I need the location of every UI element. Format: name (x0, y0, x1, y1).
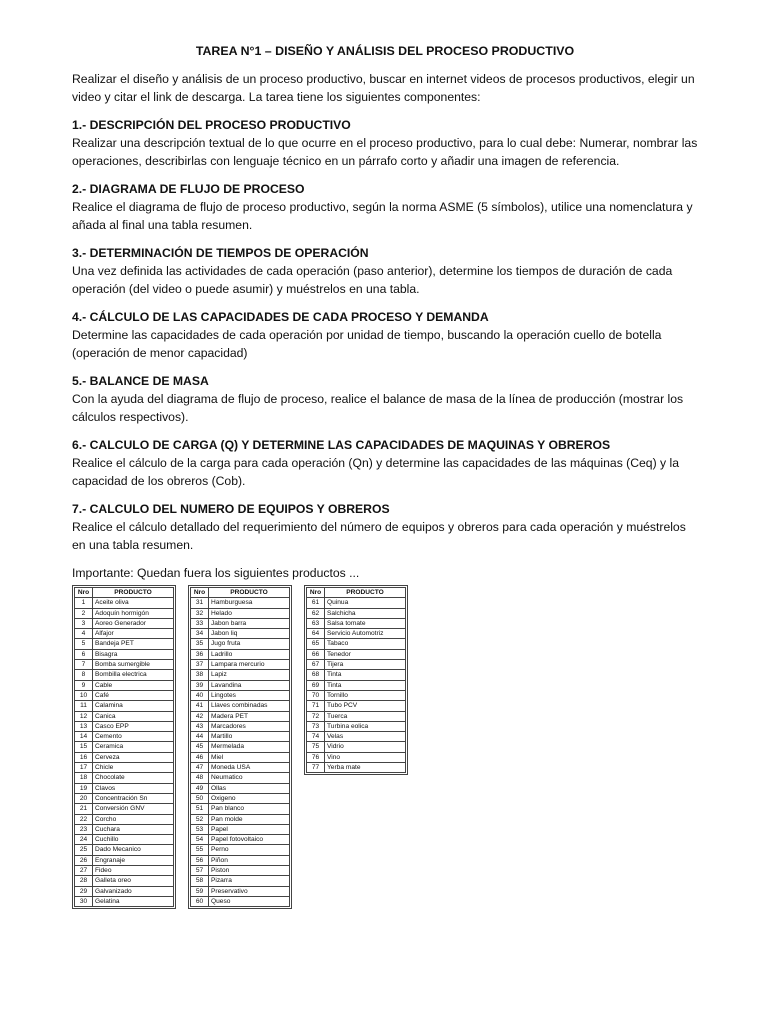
product-name: Engranaje (93, 855, 174, 865)
product-number: 58 (191, 876, 209, 886)
table-row (307, 598, 406, 608)
table-row (191, 608, 290, 618)
table-row (191, 649, 290, 659)
section-heading: 5.- BALANCE DE MASA (72, 374, 209, 388)
product-name: Lavandina (209, 680, 290, 690)
product-number: 60 (191, 896, 209, 906)
table-row (307, 742, 406, 752)
product-number: 48 (191, 773, 209, 783)
product-name: Turbina eolica (325, 721, 406, 731)
product-name: Jabon barra (209, 618, 290, 628)
product-name: Ladrillo (209, 649, 290, 659)
product-number: 32 (191, 608, 209, 618)
table-row (307, 752, 406, 762)
section-heading: 2.- DIAGRAMA DE FLUJO DE PROCESO (72, 182, 305, 196)
table-row (75, 711, 174, 721)
table-row (191, 876, 290, 886)
product-number: 75 (307, 742, 325, 752)
table-row (191, 742, 290, 752)
product-name: Tenedor (325, 649, 406, 659)
table-row (191, 835, 290, 845)
table-row (75, 773, 174, 783)
product-number: 71 (307, 701, 325, 711)
product-name: Tuerca (325, 711, 406, 721)
product-number: 27 (75, 866, 93, 876)
product-name: Tinta (325, 680, 406, 690)
product-name: Llaves combinadas (209, 701, 290, 711)
product-name: Lingotes (209, 690, 290, 700)
product-name: Papel (209, 824, 290, 834)
product-number: 16 (75, 752, 93, 762)
section-body: Con la ayuda del diagrama de flujo de proceso, realice el balance de masa de la línea de producción (mostrar los cálculos respectivos). (72, 392, 684, 424)
section-2 (72, 180, 698, 234)
product-number: 21 (75, 804, 93, 814)
product-name: Dado Mecanico (93, 845, 174, 855)
product-number: 68 (307, 670, 325, 680)
table-row (307, 721, 406, 731)
product-number: 36 (191, 649, 209, 659)
product-number: 72 (307, 711, 325, 721)
product-name: Neumatico (209, 773, 290, 783)
section-body: Realizar una descripción textual de lo que ocurre en el proceso productivo, para lo cual debe: Numerar, nombrar las operaciones, describirlas con lenguaje técnico en un párrafo corto y añadir una imagen de referencia. (72, 136, 698, 168)
table-row (191, 732, 290, 742)
table-row (307, 690, 406, 700)
table-row (75, 824, 174, 834)
table-row (191, 886, 290, 896)
table-row (307, 680, 406, 690)
product-number: 70 (307, 690, 325, 700)
table-row (307, 660, 406, 670)
product-name: Oxigeno (209, 793, 290, 803)
section-body: Realice el cálculo de la carga para cada operación (Qn) y determine las capacidades de las máquinas (Ceq) y la capacidad de los obreros (Cob). (72, 456, 679, 488)
product-number: 2 (75, 608, 93, 618)
product-number: 62 (307, 608, 325, 618)
table-row (191, 773, 290, 783)
section-1 (72, 116, 698, 170)
product-number: 11 (75, 701, 93, 711)
product-number: 76 (307, 752, 325, 762)
product-name: Lampara mercurio (209, 660, 290, 670)
product-name: Corcho (93, 814, 174, 824)
table-row (75, 886, 174, 896)
table-row (75, 639, 174, 649)
section-3 (72, 244, 698, 298)
table-row (191, 598, 290, 608)
product-name: Servicio Automotriz (325, 629, 406, 639)
product-name: Miel (209, 752, 290, 762)
table-row (75, 732, 174, 742)
product-number: 34 (191, 629, 209, 639)
table-row (75, 598, 174, 608)
product-number: 49 (191, 783, 209, 793)
product-name: Aoreo Generador (93, 618, 174, 628)
section-heading: 1.- DESCRIPCIÓN DEL PROCESO PRODUCTIVO (72, 118, 351, 132)
table-row (307, 670, 406, 680)
product-name: Chicle (93, 763, 174, 773)
table-row (307, 701, 406, 711)
product-name: Marcadores (209, 721, 290, 731)
product-name: Concentración Sn (93, 793, 174, 803)
table-row (75, 845, 174, 855)
product-name: Casco EPP (93, 721, 174, 731)
product-name: Martillo (209, 732, 290, 742)
product-number: 47 (191, 763, 209, 773)
product-number: 17 (75, 763, 93, 773)
table-row (75, 721, 174, 731)
section-heading: 7.- CALCULO DEL NUMERO DE EQUIPOS Y OBREROS (72, 502, 390, 516)
product-number: 28 (75, 876, 93, 886)
product-name: Salchicha (325, 608, 406, 618)
table-row (191, 855, 290, 865)
table-row (191, 783, 290, 793)
product-name: Papel fotovoltaico (209, 835, 290, 845)
product-name: Aceite oliva (93, 598, 174, 608)
table-row (307, 732, 406, 742)
product-name: Conversión GNV (93, 804, 174, 814)
table-row (75, 804, 174, 814)
product-number: 45 (191, 742, 209, 752)
product-name: Velas (325, 732, 406, 742)
product-number: 35 (191, 639, 209, 649)
product-number: 53 (191, 824, 209, 834)
product-number: 33 (191, 618, 209, 628)
product-table-1 (72, 585, 176, 909)
product-number: 59 (191, 886, 209, 896)
product-number: 46 (191, 752, 209, 762)
product-name: Piñon (209, 855, 290, 865)
table-row (75, 814, 174, 824)
product-number: 40 (191, 690, 209, 700)
product-number: 41 (191, 701, 209, 711)
table-row (191, 845, 290, 855)
product-number: 64 (307, 629, 325, 639)
table-row (307, 711, 406, 721)
product-name: Bombilla electrica (93, 670, 174, 680)
product-table-2 (188, 585, 292, 909)
section-heading: 4.- CÁLCULO DE LAS CAPACIDADES DE CADA PROCESO Y DEMANDA (72, 310, 489, 324)
table-row (75, 866, 174, 876)
product-name: Adoquín hormigón (93, 608, 174, 618)
product-number: 39 (191, 680, 209, 690)
product-number: 31 (191, 598, 209, 608)
table-row (75, 896, 174, 906)
product-number: 3 (75, 618, 93, 628)
section-6 (72, 436, 698, 490)
table-row (307, 639, 406, 649)
table-row (191, 701, 290, 711)
nro-header: Nro (75, 588, 93, 598)
nro-header: Nro (307, 588, 325, 598)
product-number: 51 (191, 804, 209, 814)
table-row (75, 855, 174, 865)
table-row (191, 618, 290, 628)
product-number: 52 (191, 814, 209, 824)
table-row (75, 690, 174, 700)
product-name: Cerveza (93, 752, 174, 762)
product-number: 20 (75, 793, 93, 803)
product-number: 42 (191, 711, 209, 721)
product-name: Bisagra (93, 649, 174, 659)
product-number: 26 (75, 855, 93, 865)
table-row (307, 649, 406, 659)
product-number: 23 (75, 824, 93, 834)
product-name: Galvanizado (93, 886, 174, 896)
document-title: TAREA N°1 – DISEÑO Y ANÁLISIS DEL PROCESO PRODUCTIVO (195, 44, 575, 58)
product-number: 4 (75, 629, 93, 639)
section-body: Realice el diagrama de flujo de proceso productivo, según la norma ASME (5 símbolos), utilice una nomenclatura y añada al final una tabla resumen. (72, 200, 693, 232)
table-row (75, 660, 174, 670)
table-row (191, 711, 290, 721)
table-row (75, 670, 174, 680)
table-row (75, 608, 174, 618)
product-name: Fideo (93, 866, 174, 876)
product-number: 29 (75, 886, 93, 896)
product-number: 19 (75, 783, 93, 793)
product-number: 13 (75, 721, 93, 731)
table-row (191, 763, 290, 773)
product-number: 66 (307, 649, 325, 659)
product-number: 74 (307, 732, 325, 742)
product-number: 30 (75, 896, 93, 906)
product-name: Bomba sumergible (93, 660, 174, 670)
table-row (75, 742, 174, 752)
product-name: Canica (93, 711, 174, 721)
product-number: 50 (191, 793, 209, 803)
producto-header: PRODUCTO (209, 588, 290, 598)
product-number: 55 (191, 845, 209, 855)
product-name: Queso (209, 896, 290, 906)
product-table-3 (304, 585, 408, 775)
product-name: Helado (209, 608, 290, 618)
product-number: 43 (191, 721, 209, 731)
table-row (75, 835, 174, 845)
producto-header: PRODUCTO (325, 588, 406, 598)
product-name: Cemento (93, 732, 174, 742)
product-name: Tabaco (325, 639, 406, 649)
product-number: 65 (307, 639, 325, 649)
product-name: Quinua (325, 598, 406, 608)
table-row (307, 629, 406, 639)
product-name: Calamina (93, 701, 174, 711)
table-row (75, 763, 174, 773)
product-name: Tinta (325, 670, 406, 680)
product-number: 56 (191, 855, 209, 865)
table-row (75, 701, 174, 711)
product-number: 15 (75, 742, 93, 752)
table-row (75, 752, 174, 762)
section-5 (72, 372, 698, 426)
product-name: Hamburguesa (209, 598, 290, 608)
product-name: Moneda USA (209, 763, 290, 773)
product-number: 5 (75, 639, 93, 649)
product-number: 22 (75, 814, 93, 824)
product-number: 1 (75, 598, 93, 608)
product-name: Yerba mate (325, 763, 406, 773)
section-4 (72, 308, 698, 362)
product-name: Pan molde (209, 814, 290, 824)
product-number: 25 (75, 845, 93, 855)
product-name: Gelatina (93, 896, 174, 906)
product-name: Ceramica (93, 742, 174, 752)
table-row (307, 608, 406, 618)
product-name: Cuchillo (93, 835, 174, 845)
table-row (191, 793, 290, 803)
product-name: Galleta oreo (93, 876, 174, 886)
table-row (307, 618, 406, 628)
product-name: Pan blanco (209, 804, 290, 814)
product-number: 69 (307, 680, 325, 690)
intro-paragraph: Realizar el diseño y análisis de un proceso productivo, buscar en internet videos de procesos productivos, elegir un video y citar el link de descarga. La tarea tiene los siguientes componentes: (72, 72, 695, 104)
product-name: Salsa tomate (325, 618, 406, 628)
product-number: 24 (75, 835, 93, 845)
section-body: Determine las capacidades de cada operación por unidad de tiempo, buscando la operación cuello de botella (operación de menor capacidad) (72, 328, 662, 360)
table-row (191, 690, 290, 700)
sections-list (72, 116, 698, 554)
document-page (72, 44, 698, 909)
table-row (191, 824, 290, 834)
product-number: 54 (191, 835, 209, 845)
table-row (191, 896, 290, 906)
product-name: Tijera (325, 660, 406, 670)
table-row (75, 649, 174, 659)
product-number: 12 (75, 711, 93, 721)
product-name: Pizarra (209, 876, 290, 886)
product-name: Clavos (93, 783, 174, 793)
table-row (191, 680, 290, 690)
products-tables (72, 585, 698, 909)
product-number: 61 (307, 598, 325, 608)
product-number: 37 (191, 660, 209, 670)
product-name: Tornillo (325, 690, 406, 700)
table-row (75, 876, 174, 886)
table-row (191, 866, 290, 876)
section-body: Realice el cálculo detallado del requerimiento del número de equipos y obreros para cada operación y muéstrelos en una tabla resumen. (72, 520, 686, 552)
table-row (75, 680, 174, 690)
product-number: 67 (307, 660, 325, 670)
product-name: Alfajor (93, 629, 174, 639)
table-row (191, 639, 290, 649)
product-number: 14 (75, 732, 93, 742)
product-name: Cable (93, 680, 174, 690)
important-note: Importante: Quedan fuera los siguientes productos ... (72, 566, 360, 580)
product-name: Piston (209, 866, 290, 876)
product-name: Vino (325, 752, 406, 762)
product-number: 57 (191, 866, 209, 876)
product-name: Chocolate (93, 773, 174, 783)
table-row (191, 670, 290, 680)
section-body: Una vez definida las actividades de cada operación (paso anterior), determine los tiempos de duración de cada operación (del video o puede asumir) y muéstrelos en una tabla. (72, 264, 673, 296)
table-row (191, 804, 290, 814)
product-name: Jugo fruta (209, 639, 290, 649)
product-name: Mermelada (209, 742, 290, 752)
table-row (75, 629, 174, 639)
product-number: 63 (307, 618, 325, 628)
table-row (191, 629, 290, 639)
table-row (75, 618, 174, 628)
product-number: 9 (75, 680, 93, 690)
product-number: 38 (191, 670, 209, 680)
table-row (191, 660, 290, 670)
product-name: Vidrio (325, 742, 406, 752)
section-heading: 6.- CALCULO DE CARGA (Q) Y DETERMINE LAS CAPACIDADES DE MAQUINAS Y OBREROS (72, 438, 611, 452)
product-name: Bandeja PET (93, 639, 174, 649)
product-number: 77 (307, 763, 325, 773)
product-number: 10 (75, 690, 93, 700)
table-row (307, 763, 406, 773)
product-name: Jabon liq (209, 629, 290, 639)
product-number: 18 (75, 773, 93, 783)
section-7 (72, 500, 698, 554)
product-name: Ollas (209, 783, 290, 793)
product-number: 6 (75, 649, 93, 659)
product-number: 44 (191, 732, 209, 742)
producto-header: PRODUCTO (93, 588, 174, 598)
table-row (75, 783, 174, 793)
product-number: 7 (75, 660, 93, 670)
table-row (75, 793, 174, 803)
product-name: Madera PET (209, 711, 290, 721)
table-row (191, 814, 290, 824)
table-row (191, 752, 290, 762)
section-heading: 3.- DETERMINACIÓN DE TIEMPOS DE OPERACIÓN (72, 246, 369, 260)
product-number: 8 (75, 670, 93, 680)
product-name: Café (93, 690, 174, 700)
nro-header: Nro (191, 588, 209, 598)
product-name: Perno (209, 845, 290, 855)
product-name: Tubo PCV (325, 701, 406, 711)
product-number: 73 (307, 721, 325, 731)
product-name: Preservativo (209, 886, 290, 896)
product-name: Cuchara (93, 824, 174, 834)
table-row (191, 721, 290, 731)
product-name: Lapiz (209, 670, 290, 680)
